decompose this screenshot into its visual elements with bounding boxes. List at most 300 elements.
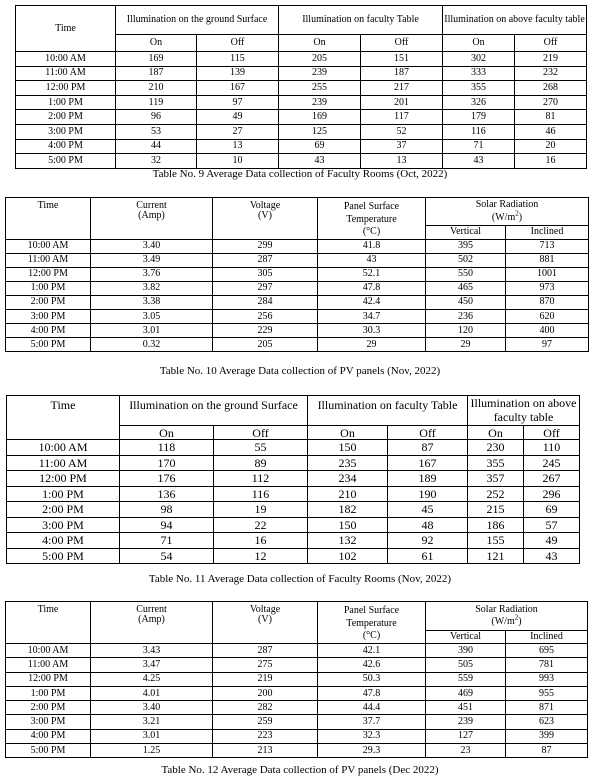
above-off-cell: 20 [515,139,587,154]
time-cell: 11:00 AM [6,658,91,672]
table-on-cell: 255 [279,81,361,96]
voltage-cell: 223 [213,729,318,743]
off-header: Off [214,426,308,440]
panel-temp-label-1: Panel Surface [343,605,400,616]
on-header: On [308,426,388,440]
inclined-header: Inclined [506,631,588,644]
inclined-cell: 623 [506,715,588,729]
above-off-cell: 219 [515,52,587,67]
table-row [6,644,588,658]
table-row [7,548,580,564]
table-row [7,440,580,456]
solar-radiation-exponent: 2 [515,209,519,218]
table-12-caption: Table No. 12 Average Data collection of PV panels (Dec 2022) [161,764,439,776]
off-header: Off [197,35,279,52]
above-off-cell: 46 [515,124,587,139]
voltage-label: Voltage [249,200,281,211]
table-10-pv-panels-nov [5,197,589,352]
time-cell: 11:00 AM [16,66,116,81]
vertical-cell: 465 [426,281,506,295]
above-off-cell: 267 [524,471,580,487]
ground-off-cell: 16 [214,533,308,549]
table-row [7,471,580,487]
ground-off-cell: 27 [197,124,279,139]
above-off-cell: 81 [515,110,587,125]
ground-on-cell: 118 [120,440,214,456]
current-label: Current [136,604,167,615]
table-9-faculty-rooms-oct [15,5,587,169]
time-cell: 1:00 PM [7,486,120,502]
vertical-cell: 120 [426,324,506,338]
table-row [6,239,589,253]
ground-off-cell: 22 [214,517,308,533]
temperature-cell: 42.1 [318,644,426,658]
time-cell: 2:00 PM [16,110,116,125]
ground-on-cell: 98 [120,502,214,518]
time-cell: 1:00 PM [16,95,116,110]
on-header: On [120,426,214,440]
vertical-cell: 23 [426,744,506,758]
current-cell: 4.01 [91,686,213,700]
table-on-cell: 239 [279,66,361,81]
solar-radiation-unit: (W/m [491,616,515,627]
table-off-cell: 37 [361,139,443,154]
above-on-cell: 155 [468,533,524,549]
table-on-cell: 234 [308,471,388,487]
table-row [6,295,589,309]
ground-on-cell: 136 [120,486,214,502]
time-cell: 2:00 PM [6,295,91,309]
current-label: Current [136,200,167,211]
above-off-cell: 43 [524,548,580,564]
table-on-cell: 150 [308,517,388,533]
ground-surface-header: Illumination on the ground Surface [120,396,308,426]
above-off-cell: 296 [524,486,580,502]
ground-on-cell: 187 [116,66,197,81]
table-row [7,486,580,502]
inclined-cell: 713 [506,239,589,253]
time-cell: 1:00 PM [6,686,91,700]
solar-radiation-header [426,602,588,631]
table-off-cell: 117 [361,110,443,125]
inclined-cell: 870 [506,295,589,309]
table-off-cell: 52 [361,124,443,139]
above-on-cell: 230 [468,440,524,456]
voltage-cell: 287 [213,644,318,658]
temperature-cell: 43 [318,253,426,267]
ground-off-cell: 55 [214,440,308,456]
table-row [6,672,588,686]
current-cell: 3.82 [91,281,213,295]
voltage-cell: 200 [213,686,318,700]
voltage-cell: 219 [213,672,318,686]
voltage-header [213,602,318,644]
solar-radiation-unit: (W/m [491,211,516,223]
off-header: Off [524,426,580,440]
table-row [6,281,589,295]
vertical-cell: 390 [426,644,506,658]
voltage-cell: 282 [213,701,318,715]
temperature-cell: 32.3 [318,729,426,743]
voltage-cell: 259 [213,715,318,729]
time-cell: 4:00 PM [16,139,116,154]
time-cell: 11:00 AM [6,253,91,267]
voltage-cell: 305 [213,267,318,281]
time-cell: 12:00 PM [6,267,91,281]
temperature-cell: 37.7 [318,715,426,729]
table-row [16,139,587,154]
time-cell: 3:00 PM [6,715,91,729]
ground-on-cell: 54 [120,548,214,564]
time-cell: 5:00 PM [6,338,91,352]
ground-off-cell: 19 [214,502,308,518]
above-on-cell: 215 [468,502,524,518]
panel-temp-unit: (°C) [362,226,381,237]
time-cell: 11:00 AM [7,455,120,471]
inclined-cell: 695 [506,644,588,658]
above-on-cell: 252 [468,486,524,502]
above-on-cell: 355 [468,455,524,471]
inclined-cell: 87 [506,744,588,758]
above-off-cell: 245 [524,455,580,471]
above-on-cell: 43 [443,154,515,169]
ground-on-cell: 32 [116,154,197,169]
solar-radiation-label: Solar Radiation [475,603,538,615]
faculty-table-header: Illumination on faculty Table [279,6,443,35]
time-cell: 12:00 PM [7,471,120,487]
table-9-caption: Table No. 9 Average Data collection of Faculty Rooms (Oct, 2022) [152,168,448,180]
voltage-label: Voltage [249,604,281,615]
time-cell: 10:00 AM [6,239,91,253]
table-off-cell: 189 [388,471,468,487]
above-off-cell: 110 [524,440,580,456]
vertical-cell: 450 [426,295,506,309]
panel-temp-header [318,198,426,240]
time-header: Time [6,198,91,240]
faculty-table-header: Illumination on faculty Table [308,396,468,426]
vertical-cell: 236 [426,309,506,323]
vertical-cell: 469 [426,686,506,700]
table-off-cell: 45 [388,502,468,518]
current-cell: 3.43 [91,644,213,658]
above-off-cell: 16 [515,154,587,169]
above-table-header: Illumination on above faculty table [468,396,580,426]
time-cell: 2:00 PM [7,502,120,518]
on-header: On [468,426,524,440]
off-header: Off [515,35,587,52]
temperature-cell: 30.3 [318,324,426,338]
table-off-cell: 87 [388,440,468,456]
vertical-cell: 395 [426,239,506,253]
on-header: On [443,35,515,52]
above-off-cell: 268 [515,81,587,96]
temperature-cell: 34.7 [318,309,426,323]
current-unit: (Amp) [138,210,165,221]
table-off-cell: 167 [388,455,468,471]
ground-on-cell: 170 [120,455,214,471]
inclined-cell: 620 [506,309,589,323]
table-row [16,66,587,81]
current-cell: 3.01 [91,324,213,338]
table-row [6,701,588,715]
ground-on-cell: 94 [120,517,214,533]
inclined-cell: 955 [506,686,588,700]
ground-on-cell: 169 [116,52,197,67]
time-cell: 3:00 PM [6,309,91,323]
voltage-header [213,198,318,240]
table-row [6,715,588,729]
temperature-cell: 41.8 [318,239,426,253]
vertical-cell: 239 [426,715,506,729]
current-cell: 3.40 [91,239,213,253]
vertical-cell: 127 [426,729,506,743]
panel-temp-label-2: Temperature [346,213,397,225]
above-on-cell: 116 [443,124,515,139]
time-header: Time [7,396,120,440]
current-cell: 3.49 [91,253,213,267]
temperature-cell: 42.6 [318,658,426,672]
table-row [6,658,588,672]
table-on-cell: 210 [308,486,388,502]
ground-off-cell: 49 [197,110,279,125]
above-on-cell: 179 [443,110,515,125]
inclined-cell: 781 [506,658,588,672]
time-cell: 12:00 PM [6,672,91,686]
time-cell: 10:00 AM [7,440,120,456]
voltage-cell: 256 [213,309,318,323]
time-cell: 10:00 AM [16,52,116,67]
table-on-cell: 169 [279,110,361,125]
table-row [6,686,588,700]
time-cell: 12:00 PM [16,81,116,96]
off-header: Off [361,35,443,52]
table-row [6,338,589,352]
off-header: Off [388,426,468,440]
table-off-cell: 187 [361,66,443,81]
voltage-cell: 297 [213,281,318,295]
solar-radiation-unit-close: ) [518,211,523,223]
temperature-cell: 47.8 [318,686,426,700]
ground-off-cell: 139 [197,66,279,81]
time-cell: 2:00 PM [6,701,91,715]
above-off-cell: 232 [515,66,587,81]
table-row [16,110,587,125]
temperature-cell: 47.8 [318,281,426,295]
temperature-cell: 29 [318,338,426,352]
current-cell: 3.47 [91,658,213,672]
inclined-cell: 97 [506,338,589,352]
table-on-cell: 102 [308,548,388,564]
time-cell: 4:00 PM [6,729,91,743]
inclined-header: Inclined [506,226,589,239]
table-row [6,744,588,758]
temperature-cell: 50.3 [318,672,426,686]
temperature-cell: 29.3 [318,744,426,758]
time-cell: 5:00 PM [16,154,116,169]
vertical-cell: 505 [426,658,506,672]
inclined-cell: 399 [506,729,588,743]
time-header: Time [6,602,91,644]
table-row [7,533,580,549]
table-row [7,517,580,533]
ground-off-cell: 167 [197,81,279,96]
above-on-cell: 71 [443,139,515,154]
time-cell: 5:00 PM [6,744,91,758]
table-off-cell: 190 [388,486,468,502]
table-off-cell: 201 [361,95,443,110]
current-header [91,602,213,644]
voltage-cell: 275 [213,658,318,672]
table-on-cell: 43 [279,154,361,169]
ground-on-cell: 71 [120,533,214,549]
vertical-cell: 502 [426,253,506,267]
table-on-cell: 235 [308,455,388,471]
table-off-cell: 217 [361,81,443,96]
current-cell: 3.40 [91,701,213,715]
ground-off-cell: 116 [214,486,308,502]
inclined-cell: 973 [506,281,589,295]
table-row [6,729,588,743]
table-on-cell: 239 [279,95,361,110]
ground-on-cell: 119 [116,95,197,110]
ground-surface-header: Illumination on the ground Surface [116,6,279,35]
current-unit: (Amp) [138,614,165,625]
solar-radiation-header [426,198,589,226]
voltage-unit: (V) [258,614,272,625]
table-row [6,309,589,323]
above-off-cell: 57 [524,517,580,533]
vertical-header: Vertical [426,631,506,644]
ground-off-cell: 112 [214,471,308,487]
table-row [7,502,580,518]
ground-on-cell: 44 [116,139,197,154]
table-off-cell: 92 [388,533,468,549]
ground-off-cell: 115 [197,52,279,67]
inclined-cell: 1001 [506,267,589,281]
solar-radiation-label: Solar Radiation [475,199,539,211]
above-off-cell: 270 [515,95,587,110]
current-cell: 3.05 [91,309,213,323]
solar-radiation-exponent: 2 [514,613,519,622]
panel-temp-header [318,602,426,644]
ground-off-cell: 89 [214,455,308,471]
ground-off-cell: 13 [197,139,279,154]
table-off-cell: 61 [388,548,468,564]
voltage-cell: 229 [213,324,318,338]
table-12-pv-panels-dec [5,601,588,758]
inclined-cell: 400 [506,324,589,338]
table-10-caption: Table No. 10 Average Data collection of PV panels (Nov, 2022) [159,365,441,377]
above-on-cell: 186 [468,517,524,533]
table-on-cell: 182 [308,502,388,518]
temperature-cell: 44.4 [318,701,426,715]
table-row [16,52,587,67]
table-row [16,95,587,110]
vertical-header: Vertical [426,226,506,239]
ground-off-cell: 97 [197,95,279,110]
table-on-cell: 69 [279,139,361,154]
time-header: Time [16,6,116,52]
temperature-cell: 42.4 [318,295,426,309]
current-cell: 1.25 [91,744,213,758]
vertical-cell: 550 [426,267,506,281]
voltage-cell: 213 [213,744,318,758]
vertical-cell: 559 [426,672,506,686]
table-off-cell: 48 [388,517,468,533]
inclined-cell: 881 [506,253,589,267]
table-row [16,124,587,139]
table-row [6,267,589,281]
time-cell: 4:00 PM [7,533,120,549]
table-row [6,324,589,338]
ground-off-cell: 12 [214,548,308,564]
current-header [91,198,213,240]
time-cell: 5:00 PM [7,548,120,564]
current-cell: 0.32 [91,338,213,352]
vertical-cell: 451 [426,701,506,715]
table-11-caption: Table No. 11 Average Data collection of Faculty Rooms (Nov, 2022) [148,573,452,585]
panel-temp-unit: (°C) [362,630,381,641]
table-row [7,455,580,471]
time-cell: 1:00 PM [6,281,91,295]
table-row [16,154,587,169]
current-cell: 4.25 [91,672,213,686]
solar-radiation-unit-close: ) [518,616,522,627]
time-cell: 3:00 PM [16,124,116,139]
vertical-cell: 29 [426,338,506,352]
table-off-cell: 13 [361,154,443,169]
panel-temp-label-2: Temperature [346,617,397,629]
on-header: On [279,35,361,52]
table-row [6,253,589,267]
ground-on-cell: 53 [116,124,197,139]
current-cell: 3.38 [91,295,213,309]
above-on-cell: 326 [443,95,515,110]
voltage-cell: 284 [213,295,318,309]
table-on-cell: 150 [308,440,388,456]
panel-temp-label-1: Panel Surface [343,201,400,212]
ground-on-cell: 176 [120,471,214,487]
table-on-cell: 205 [279,52,361,67]
above-on-cell: 355 [443,81,515,96]
above-off-cell: 69 [524,502,580,518]
table-on-cell: 125 [279,124,361,139]
inclined-cell: 871 [506,701,588,715]
voltage-cell: 299 [213,239,318,253]
table-off-cell: 151 [361,52,443,67]
current-cell: 3.21 [91,715,213,729]
ground-on-cell: 96 [116,110,197,125]
inclined-cell: 993 [506,672,588,686]
table-on-cell: 132 [308,533,388,549]
temperature-cell: 52.1 [318,267,426,281]
time-cell: 4:00 PM [6,324,91,338]
voltage-unit: (V) [258,210,272,221]
above-on-cell: 121 [468,548,524,564]
voltage-cell: 287 [213,253,318,267]
ground-off-cell: 10 [197,154,279,169]
above-on-cell: 333 [443,66,515,81]
table-row [16,81,587,96]
above-off-cell: 49 [524,533,580,549]
above-table-header: Illumination on above faculty table [443,6,587,35]
ground-on-cell: 210 [116,81,197,96]
above-on-cell: 357 [468,471,524,487]
table-11-faculty-rooms-nov [6,395,580,564]
voltage-cell: 205 [213,338,318,352]
time-cell: 10:00 AM [6,644,91,658]
current-cell: 3.76 [91,267,213,281]
